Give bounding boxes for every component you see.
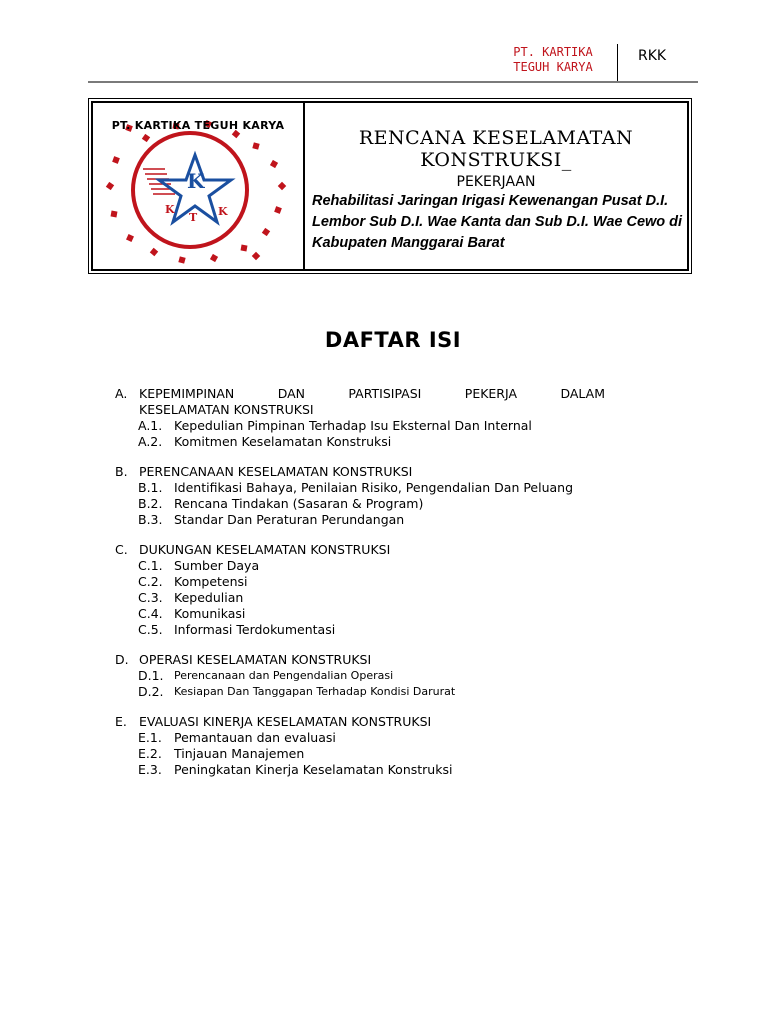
toc-item-number: D.2.: [138, 684, 164, 699]
section-title: KEPEMIMPINAN DAN PARTISIPASI PEKERJA DALAM: [139, 386, 605, 401]
toc-item-title: Tinjauan Manajemen: [174, 746, 305, 761]
toc-item: [115, 746, 615, 762]
toc-item-number: C.1.: [138, 558, 163, 573]
toc-item: [115, 496, 615, 512]
document-title-line1: RENCANA KESELAMATAN: [358, 127, 634, 149]
toc-item-title: Pemantauan dan evaluasi: [174, 730, 336, 745]
logo-company-name: PT. KARTIKA TEGUH KARYA: [111, 119, 285, 132]
toc-item: [115, 512, 615, 528]
toc-item-number: E.3.: [138, 762, 162, 777]
document-title-line2: KONSTRUKSI_: [420, 149, 572, 171]
header-company-name: PT. KARTIKA TEGUH KARYA: [513, 45, 593, 74]
section-letter: B.: [115, 464, 128, 479]
toc-item-title: Sumber Daya: [174, 558, 260, 573]
section-title: PERENCANAAN KESELAMATAN KONSTRUKSI: [139, 464, 413, 479]
toc-section-d: [115, 652, 615, 700]
toc-section-c: [115, 542, 615, 638]
toc-section-heading: [115, 386, 615, 418]
toc-item-number: C.3.: [138, 590, 163, 605]
toc-item: [115, 418, 615, 434]
toc-item-title: Rencana Tindakan (Sasaran & Program): [174, 496, 424, 511]
toc-section-heading: [115, 464, 615, 480]
title-block: [91, 101, 689, 271]
toc-item: [115, 480, 615, 496]
toc-section-e: [115, 714, 615, 778]
toc-section-heading: [115, 652, 615, 668]
section-title: DUKUNGAN KESELAMATAN KONSTRUKSI: [139, 542, 391, 557]
company-logo: [93, 103, 303, 269]
section-title: EVALUASI KINERJA KESELAMATAN KONSTRUKSI: [139, 714, 432, 729]
toc-item-title: Kompetensi: [174, 574, 248, 589]
title-area: [305, 103, 687, 269]
toc-section-heading: [115, 714, 615, 730]
toc-item: [115, 762, 615, 778]
toc-item-title: Informasi Terdokumentasi: [174, 622, 336, 637]
toc-item: [115, 434, 615, 450]
toc-item-number: C.5.: [138, 622, 163, 637]
table-of-contents: [115, 386, 615, 792]
toc-item-title: Perencanaan dan Pengendalian Operasi: [174, 669, 394, 682]
toc-heading: DAFTAR ISI: [324, 328, 462, 352]
toc-item-number: D.1.: [138, 668, 164, 683]
toc-item: [115, 622, 615, 638]
toc-item: [115, 574, 615, 590]
toc-item: [115, 684, 615, 700]
toc-item-number: A.2.: [138, 434, 163, 449]
section-letter: E.: [115, 714, 127, 729]
toc-item: [115, 730, 615, 746]
toc-item-number: C.4.: [138, 606, 163, 621]
toc-item: [115, 590, 615, 606]
toc-item-title: Kepedulian Pimpinan Terhadap Isu Eksternal Dan Internal: [174, 418, 532, 433]
toc-item-title: Peningkatan Kinerja Keselamatan Konstruksi: [174, 762, 453, 777]
section-title-continued: KESELAMATAN KONSTRUKSI: [139, 402, 314, 417]
toc-item-title: Kepedulian: [174, 590, 244, 605]
toc-item-number: A.1.: [138, 418, 163, 433]
toc-section-b: [115, 464, 615, 528]
toc-section-heading: [115, 542, 615, 558]
toc-item-number: B.3.: [138, 512, 163, 527]
section-title: OPERASI KESELAMATAN KONSTRUKSI: [139, 652, 372, 667]
logo-letter-right: K: [218, 205, 228, 218]
toc-item-number: B.2.: [138, 496, 163, 511]
project-description: Rehabilitasi Jaringan Irigasi Kewenangan Pusat D.I. Lembor Sub D.I. Wae Kanta dan Sub D.I. Wae Cewo di Kabupaten Manggarai Barat: [312, 193, 683, 251]
toc-item: [115, 668, 615, 684]
section-letter: C.: [115, 542, 128, 557]
toc-item: [115, 558, 615, 574]
section-letter: D.: [115, 652, 129, 667]
document-code: RKK: [638, 48, 667, 64]
logo-letter-left: K: [165, 203, 175, 216]
section-letter: A.: [115, 386, 128, 401]
toc-item-title: Standar Dan Peraturan Perundangan: [174, 512, 405, 527]
toc-item-number: B.1.: [138, 480, 163, 495]
toc-item: [115, 606, 615, 622]
logo-letter-big: K: [187, 169, 205, 193]
toc-section-a: [115, 386, 615, 450]
work-label: PEKERJAAN: [456, 174, 536, 190]
document-title: [305, 127, 687, 171]
header-rule: [88, 81, 698, 83]
logo-letter-middle: T: [189, 211, 198, 224]
toc-item-number: E.2.: [138, 746, 162, 761]
toc-item-title: Komunikasi: [174, 606, 246, 621]
toc-item-number: E.1.: [138, 730, 162, 745]
toc-item-title: Komitmen Keselamatan Konstruksi: [174, 434, 392, 449]
toc-item-title: Kesiapan Dan Tanggapan Terhadap Kondisi Darurat: [174, 685, 456, 698]
toc-item-number: C.2.: [138, 574, 163, 589]
toc-item-title: Identifikasi Bahaya, Penilaian Risiko, Pengendalian Dan Peluang: [174, 480, 574, 495]
header-divider: [617, 44, 618, 82]
